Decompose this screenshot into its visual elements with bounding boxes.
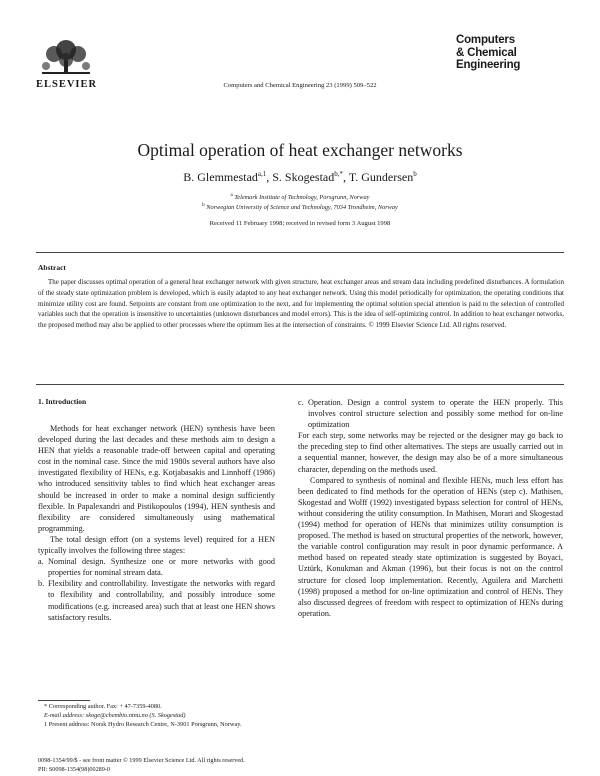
abstract-text: The paper discusses optimal operation of a general heat exchanger network with given structure, heat exchanger areas and stream data including predefined disturbances. A formulation of the steady state optimization problem is developed, which is easily adapted to any heat exchanger network. Using this model periodically for optimization, the operating conditions that minimize utility cost are found. Setpoints are constant from one optimization to the next, and for implementing the optimal solution special attention is paid to the selection of controlled variables such that the operation is insensitive to uncertainties (unknown disturbances and model errors). This is the idea of self-optimizing control. In addition to heat exchanger networks, the proposed method may also be applied to other processes where the optimum lies at the intersection of constraints. © 1999 Elsevier Science Ltd. All rights reserved. — [38, 278, 564, 330]
footnote-email: E-mail address: skoge@chembio.ntnu.no (S. Skogestad) — [44, 711, 186, 719]
divider — [36, 252, 564, 253]
paper-title: Optimal operation of heat exchanger networks — [137, 140, 463, 160]
list-text: Flexibility and controllability. Investigate the networks with regard to flexibility and controllability, and possibly introduce some modifications (e.g. increased area) such that at least one HEN shows satisfactory results. — [48, 579, 275, 622]
list-item — [298, 397, 563, 430]
paragraph: Methods for heat exchanger network (HEN) synthesis have been developed during the last decades and these methods aim to design a HEN that yields a reasonable trade-off between capital and operating cost in the nominal case. Since the mid 1980s several authors have also investigated flexibility of HENs, e.g. Kotjabasakis and Linnhoff (1986) who introduced sensitivity tables to find which heat exchanger areas should be increased in order to make a nominal design sufficiently flexible. In Papalexandri and Pistikopoulos (1994), HEN synthesis and flexibility are considered simultaneously using mathematical programming. — [38, 424, 275, 533]
author-mark: b — [413, 170, 417, 178]
list-text: Operation. Design a control system to operate the HEN properly. This involves control structure selection and possibly some method for on-line optimization — [308, 398, 563, 430]
received-dates: Received 11 February 1998; received in revised form 3 August 1998 — [209, 220, 391, 227]
journal-logo-line: & Chemical — [456, 46, 517, 59]
affiliation-mark: b — [202, 203, 205, 208]
divider — [36, 384, 564, 385]
affiliation-text: Norwegian University of Science and Technology, 7034 Trondheim, Norway — [206, 204, 398, 212]
list-marker: c. — [298, 398, 304, 407]
left-column — [38, 423, 275, 623]
affiliation — [0, 203, 600, 211]
list-item — [38, 578, 275, 622]
affiliation-text: Telemark Institute of Technology, Porsgrunn, Norway — [234, 194, 370, 202]
copyright-line: 0098-1354/99/$ - see front matter © 1999 Elsevier Science Ltd. All rights reserved. — [38, 757, 245, 764]
journal-logo-line: Computers — [456, 34, 515, 46]
author-name: T. Gundersen — [348, 170, 414, 184]
copyright-block — [38, 757, 245, 774]
paragraph: The total design effort (on a systems level) required for a HEN typically involves the following three stages: — [38, 534, 275, 556]
footnote-rule — [38, 700, 90, 701]
section-heading: 1. Introduction — [38, 397, 87, 406]
list-marker: a. — [38, 557, 44, 567]
author-list: B. Glemmestad$^{a,1}$, S. Skogestad$^{b,*}$, T. Gundersen$^b$ — [183, 170, 417, 184]
list-marker: b. — [38, 579, 45, 589]
journal-logo-line: Engineering — [456, 59, 521, 71]
list-item — [38, 556, 275, 578]
footnotes — [38, 703, 275, 729]
paragraph: For each step, some networks may be rejected or the designer may go back to the preceding step to find other alternatives. The steps are usually carried out in a sequential manner, however, the design may also be of a more simultaneous character, depending on the methods used. — [298, 431, 563, 474]
list-text: Nominal design. Synthesize one or more networks with good properties for nominal stream data. — [48, 557, 275, 578]
affiliation — [0, 193, 600, 201]
paragraph: Compared to synthesis of nominal and flexible HENs, much less effort has been dedicated to find methods for the operation of HENs (step c). Mathisen, Skogestad and Wolff (1992) investigated bypass selection for control of HENs, without considering the utility consumption. In Mathisen, Morari and Skogestad (1994) method for operation of HENs that minimizes utility consumption is proposed. The method is based on structural properties of the network, however, the variable control configuration may result in poor dynamic performance. A method based on repeated steady state optimization is suggested by Boyaci, Uztürk, Konukman and Akman (1996), but their focus is not on the control structure for closed loop implementation. Recently, Aguilera and Marchetti (1998) proposed a method for on-line optimization and control of HENs. They also discussed degrees of freedom with respect to optimization of HENs during operation. — [298, 475, 563, 618]
publisher-name: ELSEVIER — [36, 79, 98, 90]
journal-logo — [456, 34, 576, 72]
affiliation-mark: a — [230, 193, 233, 198]
author-mark: b,* — [334, 170, 344, 178]
author-name: S. Skogestad — [272, 170, 335, 184]
footnote-corresponding: * Corresponding author. Fax: + 47-7359-4080. — [44, 703, 162, 710]
footnote-present-address: 1 Present address: Norsk Hydro Research Centre, N-3901 Porsgrunn, Norway. — [44, 720, 242, 728]
journal-reference: Computers and Chemical Engineering 23 (1999) 509–522 — [223, 82, 377, 89]
pii-line: PII: S0098-1354(98)00289-0 — [38, 765, 111, 773]
author-name: B. Glemmestad — [183, 170, 258, 184]
right-column — [298, 397, 563, 619]
abstract-heading: Abstract — [38, 263, 66, 272]
author-mark: a,1 — [257, 170, 267, 178]
